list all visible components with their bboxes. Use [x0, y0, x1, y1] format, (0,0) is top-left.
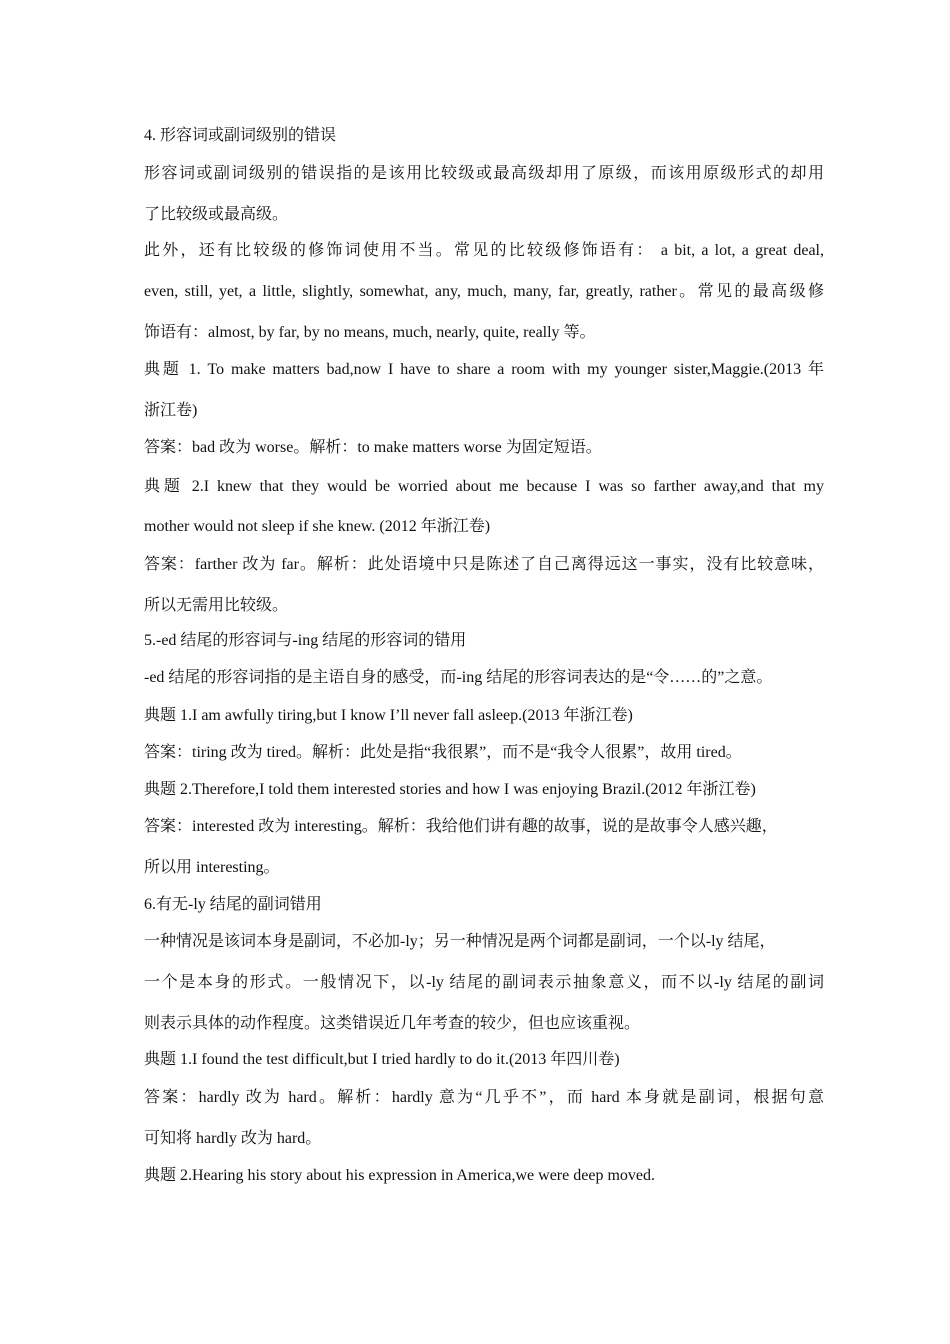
answer-line: 可知将 hardly 改为 hard。	[144, 1130, 322, 1147]
paragraph-line: 一种情况是该词本身是副词，不必加-ly；另一种情况是两个词都是副词，一个以-ly 结尾，	[144, 933, 776, 950]
example-line: 典题 2.Hearing his story about his expression in America,we were deep moved.	[144, 1167, 655, 1184]
paragraph-line: 了比较级或最高级。	[144, 206, 289, 223]
section-heading-4: 4. 形容词或副词级别的错误	[144, 127, 337, 144]
paragraph-line: 则表示具体的动作程度。这类错误近几年考查的较少，但也应该重视。	[144, 1015, 641, 1032]
answer-line: 所以无需用比较级。	[144, 597, 289, 614]
paragraph-line: -ed 结尾的形容词指的是主语自身的感受，而-ing 结尾的形容词表达的是“令……的”之意。	[144, 669, 773, 686]
answer-line: 答案：tiring 改为 tired。解析：此处是指“我很累”，而不是“我令人很累”，故用 tired。	[144, 744, 742, 761]
example-line: 浙江卷)	[144, 402, 198, 419]
section-heading-5: 5.-ed 结尾的形容词与-ing 结尾的形容词的错用	[144, 632, 467, 649]
answer-line: 答案：hardly 改为 hard。解析：hardly 意为“几乎不”，而 hard 本身就是副词，根据句意	[144, 1089, 824, 1106]
answer-line: 答案：bad 改为 worse。解析：to make matters worse 为固定短语。	[144, 439, 602, 456]
answer-line: 所以用 interesting。	[144, 859, 280, 876]
paragraph-line: 饰语有：almost, by far, by no means, much, nearly, quite, really 等。	[144, 324, 596, 341]
example-line: 典题 2.Therefore,I told them interested stories and how I was enjoying Brazil.(2012 年浙江卷)	[144, 781, 756, 798]
example-line: 典题 1.I am awfully tiring,but I know I’ll never fall asleep.(2013 年浙江卷)	[144, 707, 633, 724]
paragraph-line: even, still, yet, a little, slightly, somewhat, any, much, many, far, greatly, rather。常见的最高级修	[144, 283, 824, 300]
example-line: 典题 1.I found the test difficult,but I tried hardly to do it.(2013 年四川卷)	[144, 1051, 620, 1068]
section-heading-6: 6.有无-ly 结尾的副词错用	[144, 896, 322, 913]
example-line: 典题 1. To make matters bad,now I have to share a room with my younger sister,Maggie.(2013 年	[144, 361, 824, 378]
example-line: mother would not sleep if she knew. (2012 年浙江卷)	[144, 518, 491, 535]
paragraph-line: 此外，还有比较级的修饰词使用不当。常见的比较级修饰语有： a bit, a lot, a great deal,	[144, 242, 824, 259]
answer-line: 答案：interested 改为 interesting。解析：我给他们讲有趣的故事，说的是故事令人感兴趣，	[144, 818, 778, 835]
paragraph-line: 形容词或副词级别的错误指的是该用比较级或最高级却用了原级，而该用原级形式的却用	[144, 165, 824, 182]
example-line: 典题 2.I knew that they would be worried about me because I was so farther away,and that my	[144, 478, 824, 495]
answer-line: 答案：farther 改为 far。解析：此处语境中只是陈述了自己离得远这一事实，没有比较意味，	[144, 556, 824, 573]
paragraph-line: 一个是本身的形式。一般情况下，以-ly 结尾的副词表示抽象意义，而不以-ly 结尾的副词	[144, 974, 824, 991]
